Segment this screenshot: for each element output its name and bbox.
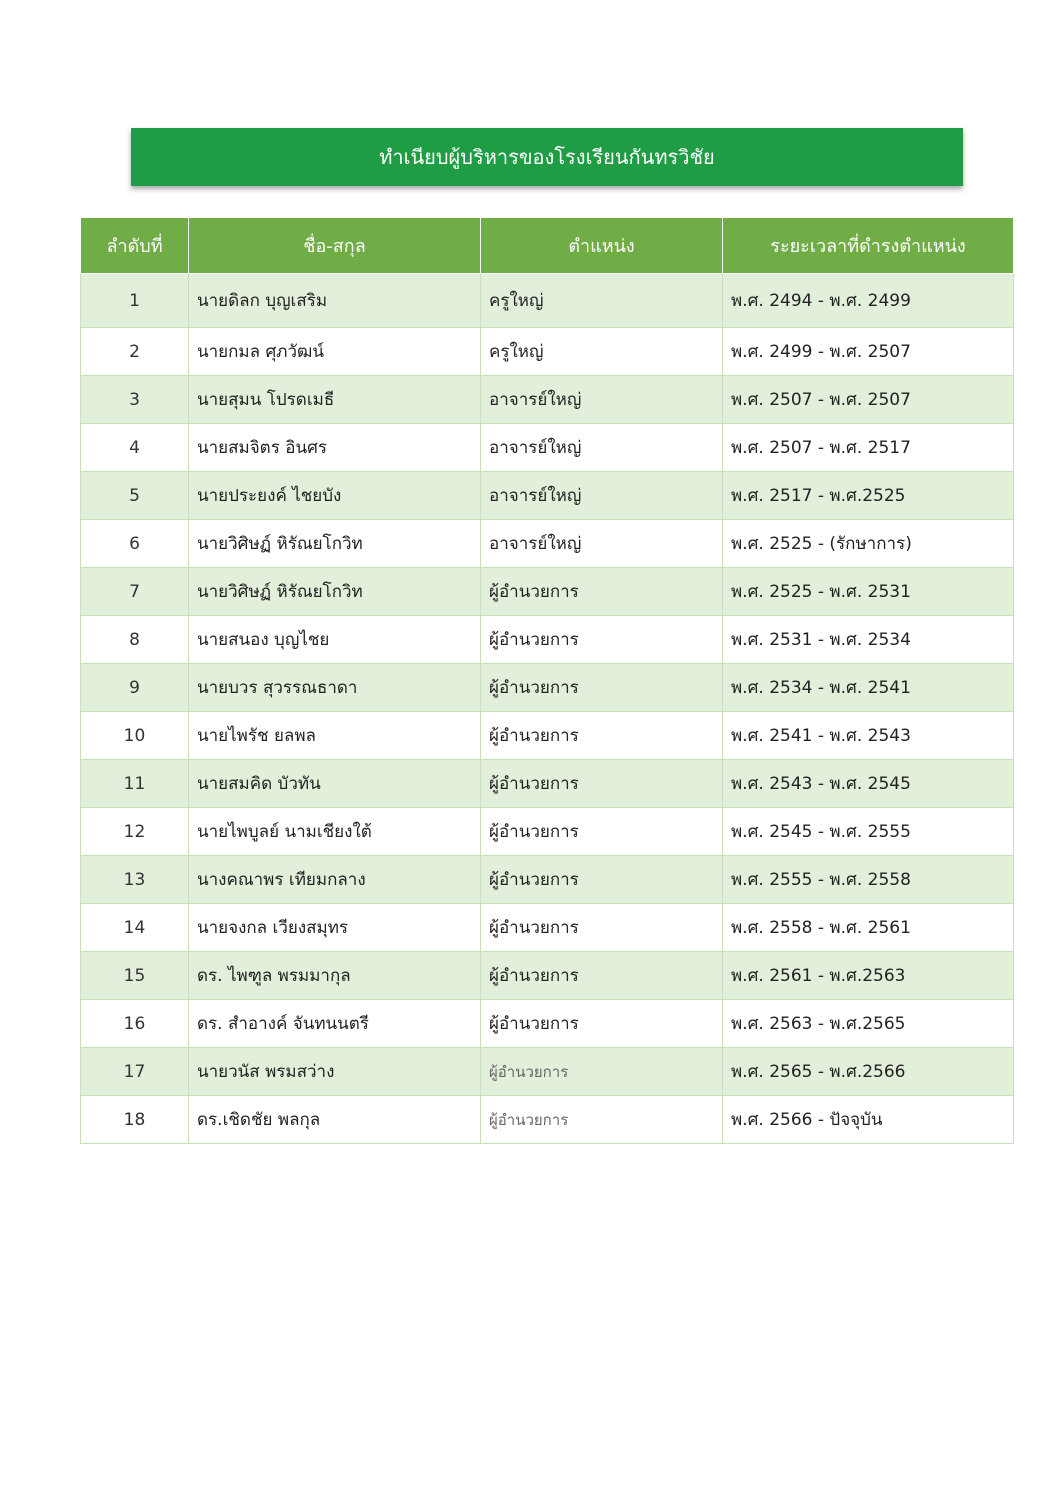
row-position: ผู้อำนวยการ: [481, 712, 723, 760]
row-term: พ.ศ. 2565 - พ.ศ.2566: [723, 1048, 1014, 1096]
row-order: 13: [81, 856, 189, 904]
row-name: ดร.เชิดชัย พลกุล: [189, 1096, 481, 1144]
table-row: [81, 952, 1014, 1000]
row-term: พ.ศ. 2563 - พ.ศ.2565: [723, 1000, 1014, 1048]
row-position: ผู้อำนวยการ: [481, 664, 723, 712]
row-order: 11: [81, 760, 189, 808]
row-position: อาจารย์ใหญ่: [481, 424, 723, 472]
row-order: 1: [81, 274, 189, 328]
row-order: 9: [81, 664, 189, 712]
row-position: ผู้อำนวยการ: [481, 760, 723, 808]
row-name: นายจงกล เวียงสมุทร: [189, 904, 481, 952]
table-header-row: [81, 218, 1014, 274]
row-term: พ.ศ. 2558 - พ.ศ. 2561: [723, 904, 1014, 952]
row-name: นายวิศิษฏ์ หิรัณยโกวิท: [189, 520, 481, 568]
row-order: 12: [81, 808, 189, 856]
table-row: [81, 808, 1014, 856]
row-name: นายดิลก บุญเสริม: [189, 274, 481, 328]
table-row: [81, 760, 1014, 808]
table-row: [81, 424, 1014, 472]
table-row: [81, 568, 1014, 616]
row-order: 15: [81, 952, 189, 1000]
row-term: พ.ศ. 2525 - (รักษาการ): [723, 520, 1014, 568]
row-position: อาจารย์ใหญ่: [481, 472, 723, 520]
row-order: 16: [81, 1000, 189, 1048]
header-term: ระยะเวลาที่ดำรงตำแหน่ง: [723, 218, 1014, 274]
row-term: พ.ศ. 2555 - พ.ศ. 2558: [723, 856, 1014, 904]
row-position: ผู้อำนวยการ: [481, 904, 723, 952]
row-term: พ.ศ. 2499 - พ.ศ. 2507: [723, 328, 1014, 376]
row-position: ผู้อำนวยการ: [481, 952, 723, 1000]
row-term: พ.ศ. 2543 - พ.ศ. 2545: [723, 760, 1014, 808]
row-order: 18: [81, 1096, 189, 1144]
table-row: [81, 712, 1014, 760]
row-term: พ.ศ. 2525 - พ.ศ. 2531: [723, 568, 1014, 616]
row-term: พ.ศ. 2531 - พ.ศ. 2534: [723, 616, 1014, 664]
row-position: ผู้อำนวยการ: [481, 808, 723, 856]
row-position: อาจารย์ใหญ่: [481, 376, 723, 424]
table-row: [81, 520, 1014, 568]
table-row: [81, 616, 1014, 664]
row-position: ผู้อำนวยการ: [481, 1000, 723, 1048]
header-position: ตำแหน่ง: [481, 218, 723, 274]
table-row: [81, 472, 1014, 520]
row-order: 17: [81, 1048, 189, 1096]
row-name: นายวิศิษฏ์ หิรัณยโกวิท: [189, 568, 481, 616]
row-name: นายสุมน โปรดเมธี: [189, 376, 481, 424]
row-order: 14: [81, 904, 189, 952]
row-order: 6: [81, 520, 189, 568]
row-order: 7: [81, 568, 189, 616]
row-order: 8: [81, 616, 189, 664]
row-term: พ.ศ. 2507 - พ.ศ. 2517: [723, 424, 1014, 472]
row-position: ครูใหญ่: [481, 328, 723, 376]
table-row: [81, 664, 1014, 712]
row-name: นายไพบูลย์ นามเชียงใต้: [189, 808, 481, 856]
table-row: [81, 1048, 1014, 1096]
row-term: พ.ศ. 2534 - พ.ศ. 2541: [723, 664, 1014, 712]
row-name: ดร. สำอางค์ จันทนนตรี: [189, 1000, 481, 1048]
row-position: อาจารย์ใหญ่: [481, 520, 723, 568]
row-position: ผู้อำนวยการ: [481, 568, 723, 616]
header-order: ลำดับที่: [81, 218, 189, 274]
table-row: [81, 328, 1014, 376]
row-term: พ.ศ. 2561 - พ.ศ.2563: [723, 952, 1014, 1000]
row-position: ผู้อำนวยการ: [481, 1096, 723, 1144]
row-name: นายสมจิตร อินศร: [189, 424, 481, 472]
row-name: นายกมล ศุภวัฒน์: [189, 328, 481, 376]
page-title: ทำเนียบผู้บริหารของโรงเรียนกันทรวิชัย: [131, 128, 963, 186]
row-position: ครูใหญ่: [481, 274, 723, 328]
table-row: [81, 274, 1014, 328]
administrators-table: [80, 217, 1014, 1144]
row-position: ผู้อำนวยการ: [481, 856, 723, 904]
row-term: พ.ศ. 2541 - พ.ศ. 2543: [723, 712, 1014, 760]
row-term: พ.ศ. 2507 - พ.ศ. 2507: [723, 376, 1014, 424]
row-name: นายวนัส พรมสว่าง: [189, 1048, 481, 1096]
row-term: พ.ศ. 2517 - พ.ศ.2525: [723, 472, 1014, 520]
table-row: [81, 376, 1014, 424]
row-name: นายประยงค์ ไชยบัง: [189, 472, 481, 520]
row-position: ผู้อำนวยการ: [481, 1048, 723, 1096]
header-name: ชื่อ-สกุล: [189, 218, 481, 274]
row-term: พ.ศ. 2566 - ปัจจุบัน: [723, 1096, 1014, 1144]
row-name: นายบวร สุวรรณธาดา: [189, 664, 481, 712]
table-row: [81, 1000, 1014, 1048]
row-order: 5: [81, 472, 189, 520]
row-order: 3: [81, 376, 189, 424]
row-name: นายสมคิด บัวทัน: [189, 760, 481, 808]
row-name: ดร. ไพฑูล พรมมากุล: [189, 952, 481, 1000]
row-order: 10: [81, 712, 189, 760]
row-order: 2: [81, 328, 189, 376]
table-row: [81, 856, 1014, 904]
row-name: นายสนอง บุญไชย: [189, 616, 481, 664]
row-name: นางคณาพร เทียมกลาง: [189, 856, 481, 904]
row-name: นายไพรัช ยลพล: [189, 712, 481, 760]
row-position: ผู้อำนวยการ: [481, 616, 723, 664]
table-row: [81, 1096, 1014, 1144]
row-order: 4: [81, 424, 189, 472]
table-row: [81, 904, 1014, 952]
row-term: พ.ศ. 2545 - พ.ศ. 2555: [723, 808, 1014, 856]
row-term: พ.ศ. 2494 - พ.ศ. 2499: [723, 274, 1014, 328]
